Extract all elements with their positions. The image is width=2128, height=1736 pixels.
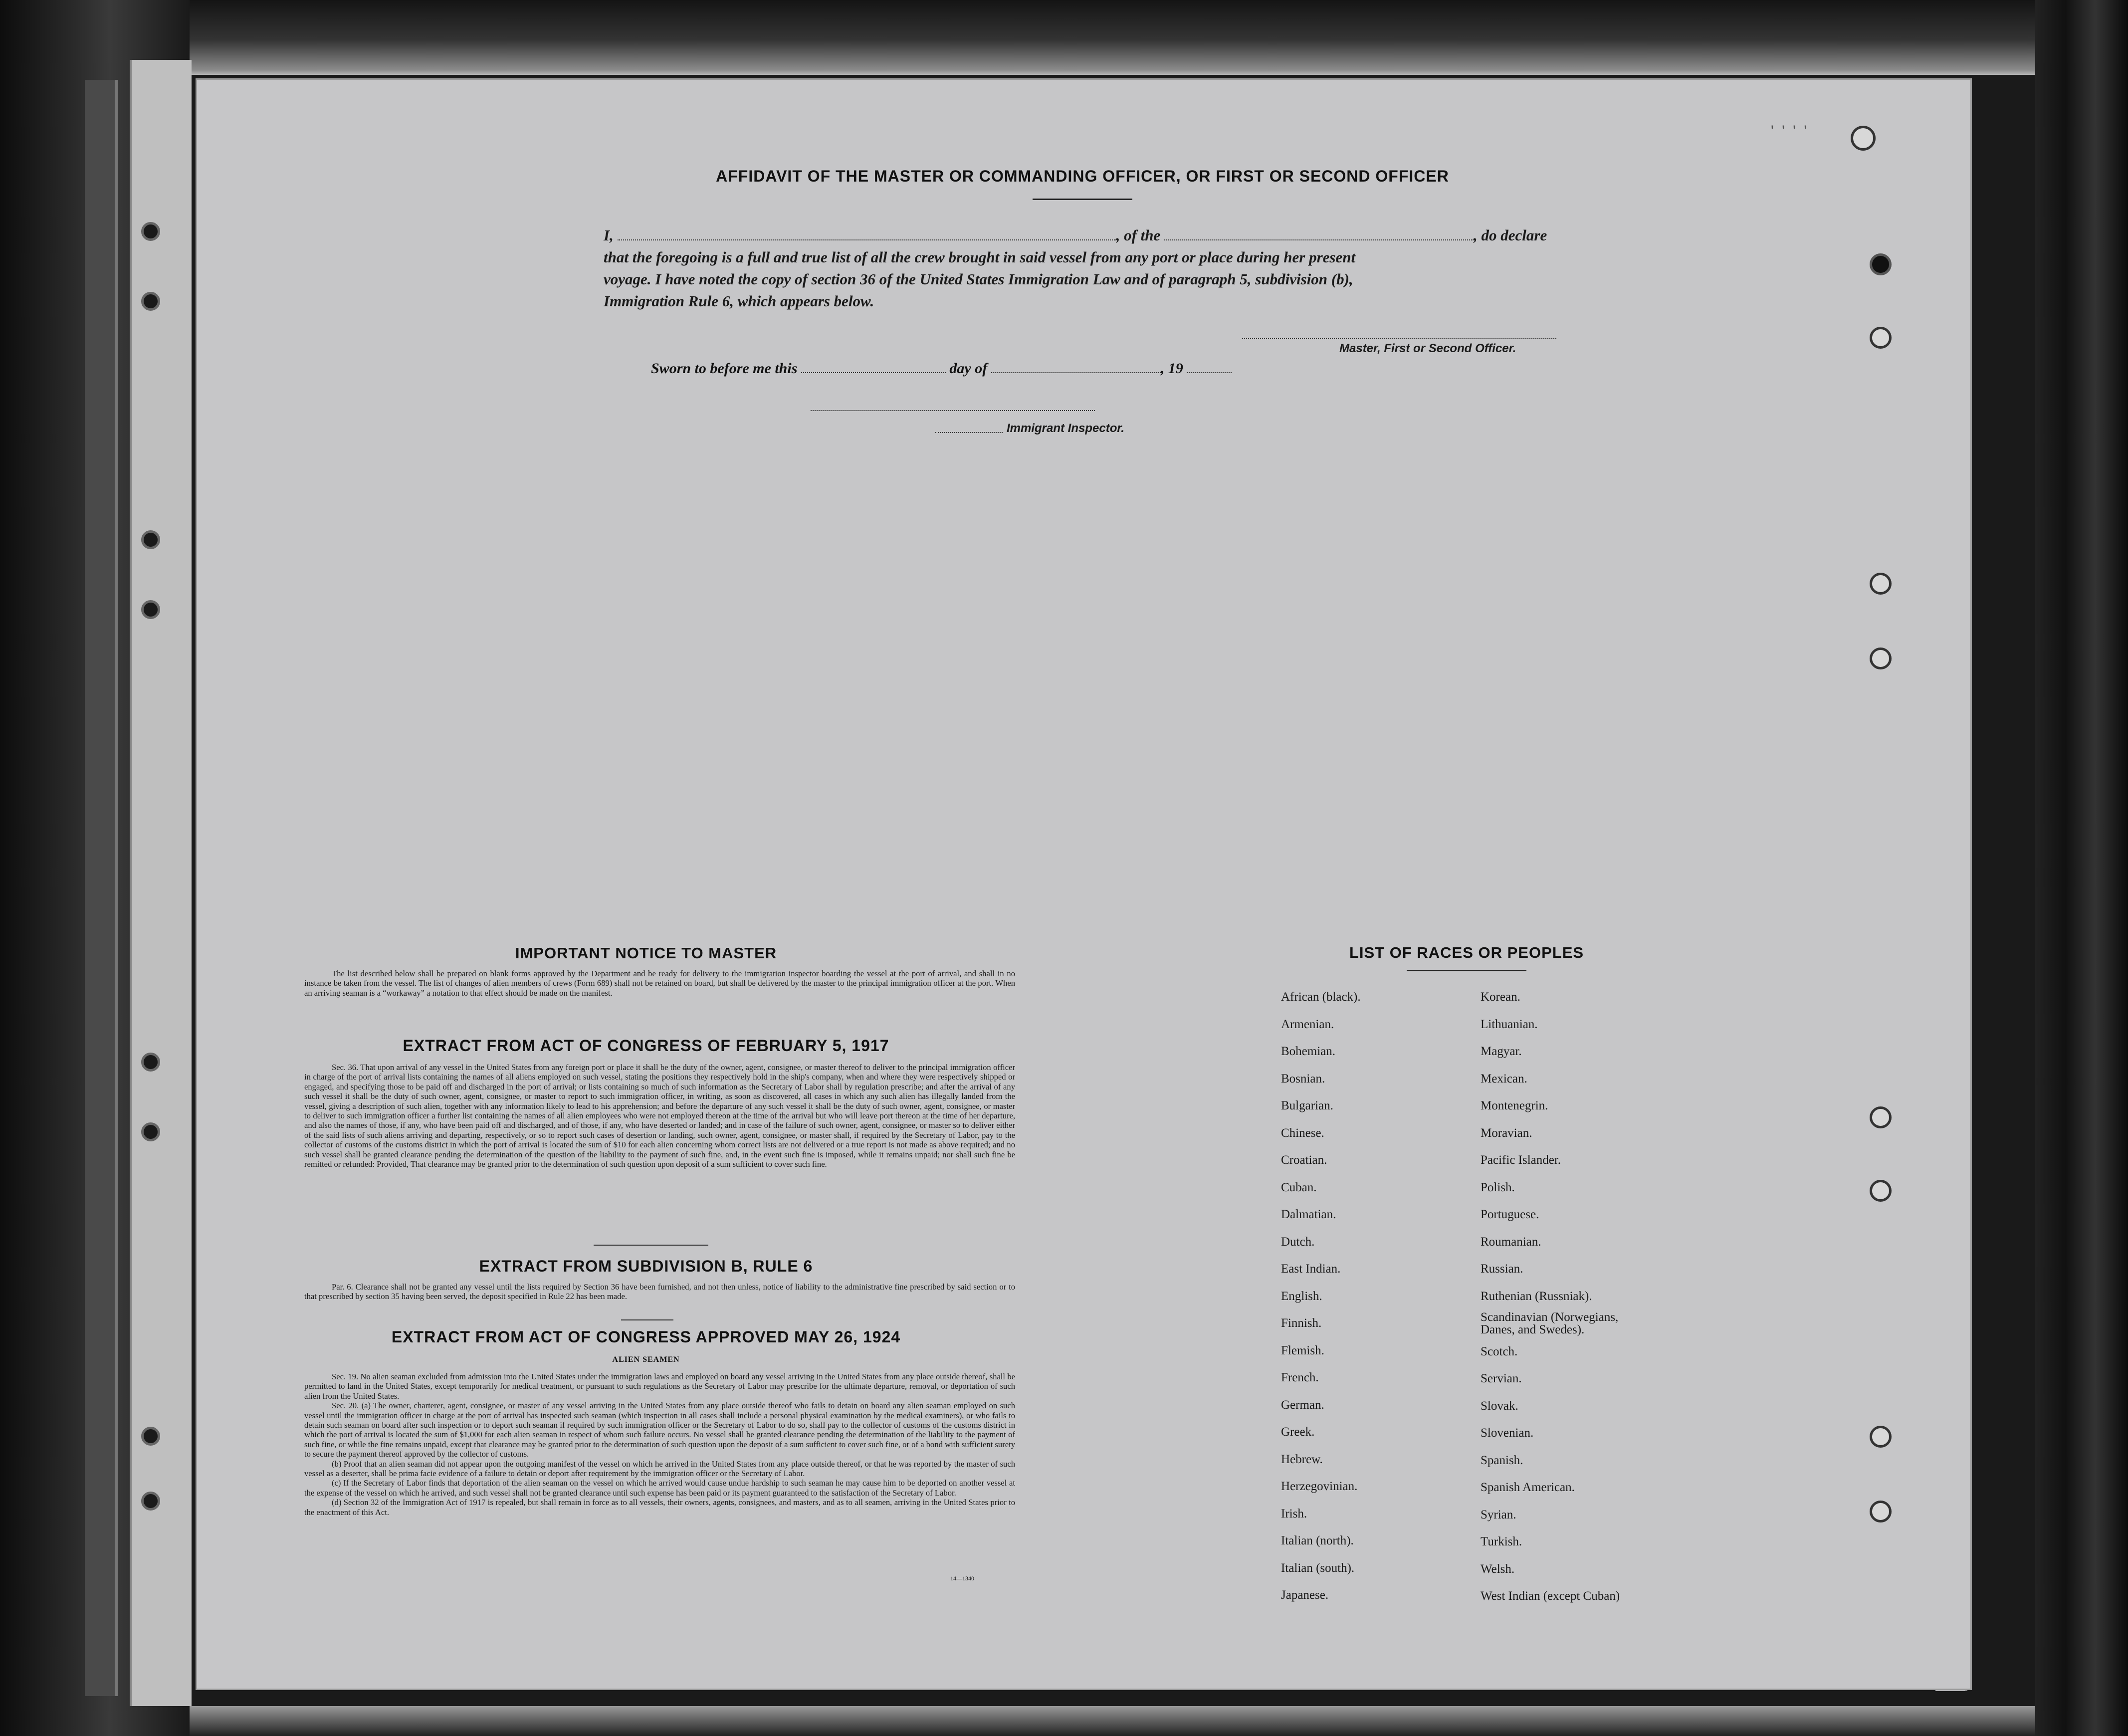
race-item: African (black).: [1281, 990, 1361, 1004]
subdivision-body: [304, 1282, 1015, 1302]
do-declare-label: , do declare: [1474, 226, 1547, 244]
race-item: Russian.: [1481, 1262, 1523, 1276]
binder-hole-icon: [141, 530, 160, 549]
binder-hole-icon: [141, 1492, 160, 1511]
race-item: Finnish.: [1281, 1316, 1322, 1330]
race-item: Croatian.: [1281, 1153, 1327, 1167]
race-item: Greek.: [1281, 1425, 1315, 1439]
race-item: Slovak.: [1481, 1399, 1518, 1413]
races-title: LIST OF RACES OR PEOPLES: [1349, 944, 1584, 961]
sec-20b-paragraph: (b) Proof that an alien seaman did not appear upon the outgoing manifest of the vessel on which he arrived in the United States from any place outside thereof, or that he was reported by the master of such vessel as a deserter, shall be prima facie evidence of a failure to detain or deport after requirement by the immigration officer or the Secretary of Labor.: [304, 1459, 1015, 1479]
race-item: Servian.: [1481, 1372, 1522, 1385]
affidavit-title: AFFIDAVIT OF THE MASTER OR COMMANDING OFFICER, OR FIRST OR SECOND OFFICER: [716, 167, 1449, 185]
alien-seamen-subtitle: ALIEN SEAMEN: [612, 1355, 680, 1364]
punch-hole-icon: [1870, 573, 1892, 595]
affidavit-text: [604, 224, 1559, 312]
race-item: Montenegrin.: [1481, 1099, 1548, 1112]
race-item: German.: [1281, 1398, 1324, 1412]
race-item: Turkish.: [1481, 1535, 1522, 1548]
title-rule: [1033, 199, 1132, 200]
punch-hole-icon: [1870, 1501, 1892, 1522]
race-item: Scandinavian (Norwegians, Danes, and Swedes).: [1481, 1310, 1619, 1336]
affidavit-line-4: Immigration Rule 6, which appears below.: [604, 292, 874, 310]
binder-rail-left: [85, 80, 118, 1696]
race-item: Dalmatian.: [1281, 1208, 1336, 1221]
race-item: Flemish.: [1281, 1343, 1324, 1357]
race-item: Moravian.: [1481, 1126, 1532, 1140]
race-item: Spanish.: [1481, 1453, 1523, 1467]
binder-strip-left: [130, 60, 192, 1706]
form-number: 14—1340: [950, 1575, 974, 1582]
sworn-label: Sworn to before me this: [651, 360, 798, 377]
races-column-2: [1481, 984, 1670, 1610]
race-item: Pacific Islander.: [1481, 1153, 1561, 1167]
race-item: Japanese.: [1281, 1588, 1329, 1602]
extract-1924-title: EXTRACT FROM ACT OF CONGRESS APPROVED MAY 26, 1924: [391, 1328, 901, 1346]
race-item: Roumanian.: [1481, 1235, 1541, 1249]
subdivision-title: EXTRACT FROM SUBDIVISION B, RULE 6: [479, 1257, 813, 1275]
section-rule: [621, 1319, 673, 1320]
race-item: East Indian.: [1281, 1262, 1341, 1276]
punch-hole-icon: [1870, 253, 1892, 275]
binder-hole-icon: [141, 1427, 160, 1446]
extract-1917-title: EXTRACT FROM ACT OF CONGRESS OF FEBRUARY 5, 1917: [403, 1037, 889, 1055]
subdivision-paragraph: Par. 6. Clearance shall not be granted any vessel until the lists required by Section 36 have been furnished, and not then unless, notice of liability to the administrative fine prescribed by said section or to that prescribed by section 35 having been served, the deposit specified in Rule 22 has been made.: [304, 1282, 1015, 1302]
year-label: , 19: [1160, 360, 1183, 377]
race-item: English.: [1281, 1289, 1322, 1303]
binder-rail-right: [2035, 0, 2128, 1736]
scan-top-edge: [190, 0, 2035, 75]
sec-20d-paragraph: (d) Section 32 of the Immigration Act of 1917 is repealed, but shall remain in force as to all vessels, their owners, agents, consignees, and masters, and as to all seamen, arriving in the United States prior to the enactment of this Act.: [304, 1498, 1015, 1517]
page-stamp: ' ' ' ': [1771, 123, 1809, 139]
sec-20c-paragraph: (c) If the Secretary of Labor finds that deportation of the alien seaman on the vessel on which he arrived would cause undue hardship to such seaman he may cause him to be deported on another vessel at the expense of the vessel on which he arrived, and such vessel shall not be granted clearance until such expense has been paid or its payment guaranteed to the satisfaction of the Secretary of Labor.: [304, 1478, 1015, 1498]
inspector-signature-line[interactable]: [811, 410, 1095, 411]
year-field[interactable]: [1187, 361, 1232, 373]
punch-hole-icon: [1870, 648, 1892, 669]
sec-20a-paragraph: Sec. 20. (a) The owner, charterer, agent, consignee, or master of any vessel arriving in the United States from any place outside thereof who fails to detain on board any alien seaman employed on such vessel until the immigration officer in charge at the port of arrival has inspected such seaman (which inspection in all cases shall include a personal physical examination by the medical examiners), or who fails to detain such seaman on board after such inspection or to deport such seaman if required by such immigration officer or the Secretary of Labor to do so, shall pay to the collector of customs of the customs district in which the port of arrival is located the sum of $1,000 for each alien seaman in respect of whom such failure occurs. No vessel shall be granted clearance pending the determination of the liability to the payment of such fine, or while the fine remains unpaid, except that clearance may be granted prior to the determination of such question upon the deposit of a sum sufficient to cover such fine, or of a bond with sufficient surety to secure the payment thereof approved by the collector of customs.: [304, 1401, 1015, 1459]
race-item: Spanish American.: [1481, 1481, 1575, 1494]
binder-hole-icon: [141, 1122, 160, 1141]
race-item: Bohemian.: [1281, 1045, 1336, 1058]
race-item: Dutch.: [1281, 1235, 1315, 1249]
race-item: Chinese.: [1281, 1126, 1324, 1140]
race-item: Mexican.: [1481, 1072, 1527, 1085]
race-item: West Indian (except Cuban): [1481, 1589, 1620, 1603]
inspector-caption: Immigrant Inspector.: [1007, 422, 1125, 435]
race-item: Italian (south).: [1281, 1561, 1355, 1575]
race-item: Lithuanian.: [1481, 1017, 1538, 1031]
month-field[interactable]: [991, 361, 1161, 373]
name-field[interactable]: [618, 228, 1116, 240]
races-rule: [1407, 970, 1526, 971]
notice-title: IMPORTANT NOTICE TO MASTER: [515, 944, 777, 962]
race-item: Armenian.: [1281, 1017, 1334, 1031]
inspector-dotted-line: [935, 432, 1003, 433]
races-column-1: [1281, 984, 1361, 1609]
vessel-field[interactable]: [1164, 228, 1474, 240]
race-item: Korean.: [1481, 990, 1520, 1004]
race-item: Hebrew.: [1281, 1452, 1323, 1466]
punch-hole-icon: [1870, 1180, 1892, 1202]
extract-1924-body: [304, 1372, 1015, 1517]
notice-body: [304, 969, 1015, 998]
binder-hole-icon: [141, 1053, 160, 1072]
i-label: I,: [604, 226, 614, 244]
affidavit-line-2: that the foregoing is a full and true list of all the crew brought in said vessel from any port or place during her present: [604, 248, 1356, 266]
extract-1917-paragraph: Sec. 36. That upon arrival of any vessel in the United States from any foreign port or place it shall be the duty of the owner, agent, consignee, or master thereof to deliver to the principal immigration officer in charge of the port of arrival lists containing the names of all aliens employed on such vessel, stating the positions they respectively hold in the ship's company, when and where they were respectively shipped or engaged, and specifying those to be paid off and discharged in the port of arrival; or lists containing so much of such information as the Secretary of Labor shall by regulation prescribe; and after the arrival of any such vessel it shall be the duty of such owner, agent, consignee, or master to report to such immigration officer, in writing, as soon as discovered, all cases in which any such alien has illegally landed from the vessel, giving a description of such alien, together with any information likely to lead to his apprehension; and before the departure of any such vessel it shall be the duty of such owner, agent, consignee, or master to deliver to such immigration officer a further list containing the names of all alien employees who were not employed thereon at the time of the arrival but who will leave port thereon at the time of her departure, and also the names of those, if any, who have been paid off and discharged, and of those, if any, who have deserted or landed; and in case of the failure of such owner, agent, consignee, or master so to deliver either of the said lists of such aliens arriving and departing, respectively, or so to report such cases of desertion or landing, such owner, agent, consignee, or master shall, if required by the Secretary of Labor, pay to the collector of customs of the customs district in which the port of arrival is located the sum of $10 for each alien concerning whom correct lists are not delivered or a true report is not made as above required; and no such vessel shall be granted clearance pending the determination of the question of the liability to the payment of such fine, and, in the event such fine is imposed, while it remains unpaid; nor shall such fine be remitted or refunded: Provided, That clearance may be granted prior to the determination of such question upon deposit of a sum sufficient to cover such fine.: [304, 1063, 1015, 1169]
affidavit-line-3: voyage. I have noted the copy of section 36 of the United States Immigration Law and of paragraph 5, subdivision (b),: [604, 270, 1353, 288]
binder-hole-icon: [141, 600, 160, 619]
day-of-label: day of: [949, 360, 988, 377]
race-item: Portuguese.: [1481, 1208, 1539, 1221]
scan-bottom-edge: [190, 1706, 2035, 1736]
race-item: Polish.: [1481, 1180, 1515, 1194]
binder-hole-icon: [141, 222, 160, 241]
of-the-label: , of the: [1116, 226, 1161, 244]
race-item: Magyar.: [1481, 1045, 1522, 1058]
notice-paragraph: The list described below shall be prepared on blank forms approved by the Department and be ready for delivery to the immigration inspector boarding the vessel at the port of arrival, and shall in no instance be taken from the vessel. The list of changes of alien members of crews (Form 689) shall not be retained on board, but shall be delivered by the master to the principal immigration officer at the port. When an arriving seaman is a “workaway” a notation to that effect should be made on the manifest.: [304, 969, 1015, 998]
punch-hole-icon: [1870, 1106, 1892, 1128]
punch-hole-icon: [1851, 126, 1876, 151]
master-signature-line[interactable]: [1242, 338, 1556, 339]
extract-1917-body: [304, 1063, 1015, 1169]
race-item: Slovenian.: [1481, 1426, 1534, 1440]
race-item: Syrian.: [1481, 1508, 1516, 1521]
sec-19-paragraph: Sec. 19. No alien seaman excluded from admission into the United States under the immigration laws and employed on board any vessel arriving in the United States from any place outside thereof, shall be permitted to land in the United States, except temporarily for medical treatment, or pursuant to such regulations as the Secretary of Labor may prescribe for the ultimate departure, removal, or deportation of such alien from the United States.: [304, 1372, 1015, 1401]
sworn-line: [651, 360, 1232, 377]
race-item: Scotch.: [1481, 1344, 1518, 1358]
race-item: Italian (north).: [1281, 1534, 1354, 1547]
race-item: Bosnian.: [1281, 1072, 1325, 1085]
race-item: Cuban.: [1281, 1180, 1317, 1194]
punch-hole-icon: [1870, 1426, 1892, 1448]
race-item: Ruthenian (Russniak).: [1481, 1289, 1592, 1303]
race-item: French.: [1281, 1371, 1319, 1384]
punch-hole-icon: [1870, 327, 1892, 349]
race-item: Welsh.: [1481, 1562, 1515, 1576]
binder-hole-icon: [141, 292, 160, 311]
section-rule: [594, 1245, 708, 1246]
race-item: Irish.: [1281, 1507, 1307, 1520]
master-signature-caption: Master, First or Second Officer.: [1339, 342, 1516, 355]
race-item: Herzegovinian.: [1281, 1480, 1358, 1493]
race-item: Bulgarian.: [1281, 1099, 1333, 1112]
day-field[interactable]: [801, 361, 946, 373]
